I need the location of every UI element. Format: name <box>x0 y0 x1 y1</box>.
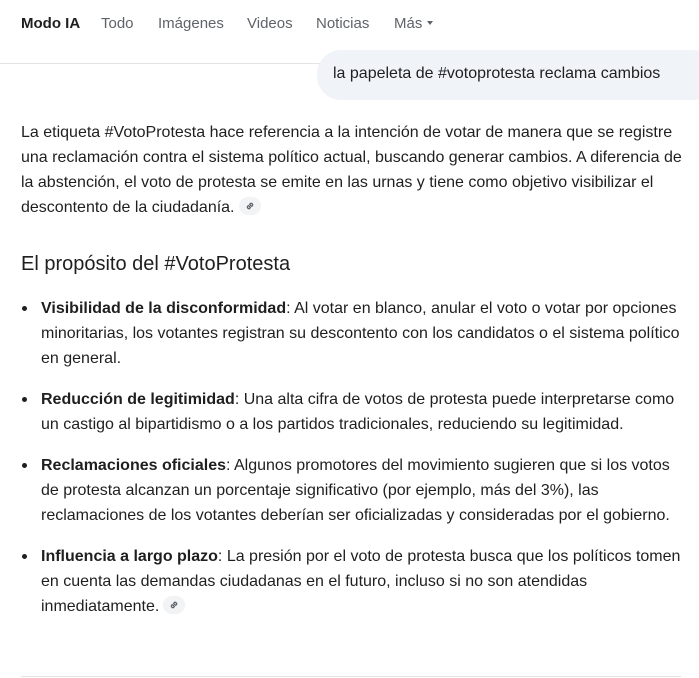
link-icon <box>245 201 255 211</box>
link-icon <box>169 600 179 610</box>
list-item-title: Influencia a largo plazo <box>41 548 218 565</box>
tab-videos[interactable]: Videos <box>247 15 293 32</box>
list-item-text: : Al votar en blanco, anular el voto o votar por opciones minoritarias, los votantes registran su descontento con los candidatos o el sistema político en general. <box>41 300 680 367</box>
list-item-text: : Una alta cifra de votos de protesta puede interpretarse como un castigo al bipartidismo o a los partidos tradicionales, reduciendo su legitimidad. <box>41 391 675 433</box>
user-query-text: la papeleta de #votoprotesta reclama cambios <box>333 65 661 82</box>
bullet-icon <box>22 463 27 468</box>
list-item <box>21 544 691 619</box>
bullet-icon <box>22 306 27 311</box>
tab-mas[interactable] <box>394 15 433 32</box>
source-link-chip[interactable] <box>239 197 261 215</box>
tab-noticias[interactable]: Noticias <box>316 15 370 32</box>
tab-modo-ia[interactable]: Modo IA <box>21 15 81 32</box>
answer-intro-paragraph <box>21 120 697 220</box>
purpose-list <box>21 296 691 635</box>
source-link-chip[interactable] <box>163 596 185 614</box>
tab-imagenes[interactable]: Imágenes <box>158 15 224 32</box>
tab-todo[interactable]: Todo <box>101 15 134 32</box>
tab-mas-label: Más <box>394 15 423 32</box>
list-item-title: Reducción de legitimidad <box>41 391 235 408</box>
answer-intro-text: La etiqueta #VotoProtesta hace referencia a la intención de votar de manera que se registre una reclamación contra el sistema político actual, buscando generar cambios. A diferencia de la abstención, el voto de protesta se emite en las urnas y tiene como objetivo visibilizar el descontento de la ciudadanía. <box>21 124 682 216</box>
bullet-icon <box>22 554 27 559</box>
list-item <box>21 453 691 528</box>
caret-down-icon <box>427 21 433 25</box>
list-item <box>21 296 691 371</box>
section-heading: El propósito del #VotoProtesta <box>21 253 291 275</box>
list-item-text: : Algunos promotores del movimiento sugieren que si los votos de protesta alcanzan un porcentaje significativo (por ejemplo, más del 3%), las reclamaciones de los votantes deberían ser oficializadas y consideradas por el gobierno. <box>41 457 670 524</box>
list-item-title: Visibilidad de la disconformidad <box>41 300 287 317</box>
list-item-title: Reclamaciones oficiales <box>41 457 226 474</box>
list-item <box>21 387 691 437</box>
divider <box>21 676 681 677</box>
list-item-text: : La presión por el voto de protesta busca que los políticos tomen en cuenta las demandas ciudadanas en el futuro, incluso si no son atendidas inmediatamente. <box>41 548 681 615</box>
user-query-bubble <box>317 50 699 100</box>
bullet-icon <box>22 397 27 402</box>
